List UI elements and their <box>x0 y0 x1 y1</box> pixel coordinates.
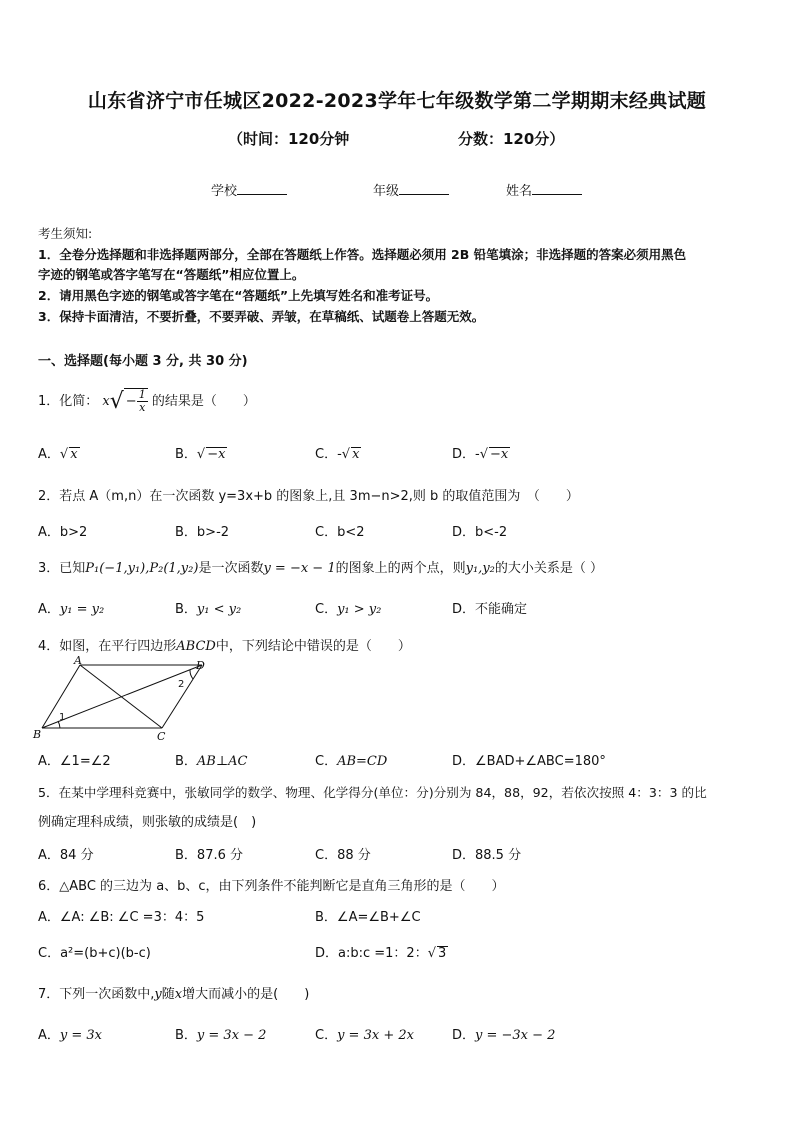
q1-fraction <box>137 389 148 414</box>
q1-b-radicand: −x <box>207 447 226 462</box>
q3-p3: 的图象上的两个点，则 <box>335 561 466 576</box>
q3-points: P₁(−1,y₁),P₂(1,y₂) <box>85 561 199 576</box>
parallelogram-figure <box>30 655 215 745</box>
exam-score: 分数：120分） <box>458 130 565 148</box>
q7-a-math: y = 3x <box>59 1028 103 1043</box>
q4-p1: 4．如图，在平行四边形 <box>38 639 177 654</box>
q3-option-b <box>175 598 241 617</box>
notice-item-3: 3．保持卡面清洁，不要折叠，不要弄破、弄皱，在草稿纸、试题卷上答题无效。 <box>38 309 485 324</box>
q1-radical: √ <box>109 389 124 414</box>
q3-option-d: D．不能确定 <box>452 602 528 617</box>
q6-option-b: B．∠A=∠B+∠C <box>315 910 421 925</box>
q7-c-label: C． <box>315 1028 338 1043</box>
q3-option-c <box>315 598 381 617</box>
q4-c-math: AB=CD <box>337 754 388 769</box>
school-blank <box>237 182 287 195</box>
q4-b-label: B． <box>175 754 197 769</box>
vertex-c-label: C <box>157 730 166 743</box>
q5-option-a: A．84 分 <box>38 848 94 863</box>
q7-c-math: y = 3x + 2x <box>337 1028 414 1043</box>
question-1 <box>38 388 256 414</box>
vertex-b-label: B <box>33 728 42 741</box>
q1-sqrt-body <box>124 388 148 414</box>
notice-item-1-cont: 字迹的钢笔或答字笔写在“答题纸”相应位置上。 <box>38 267 305 282</box>
q1-minus: − <box>125 394 137 409</box>
q4-c-label: C． <box>315 754 338 769</box>
q6-d-radical: √ <box>427 946 436 961</box>
q3-p1: 3．已知 <box>38 561 86 576</box>
section-heading: 一、选择题(每小题 3 分, 共 30 分) <box>38 354 248 369</box>
q7-d-label: D． <box>452 1028 476 1043</box>
q1-option-b <box>175 443 227 462</box>
school-label: 学校 <box>211 184 238 199</box>
q5-option-b: B．87.6 分 <box>175 848 243 863</box>
question-3 <box>38 557 603 576</box>
q1-x: x <box>102 394 110 409</box>
q4-option-c <box>315 750 387 769</box>
q3-c-math: y₁ > y₂ <box>337 602 382 617</box>
q3-p4: 的大小关系是（ ） <box>494 561 604 576</box>
q2-option-d: D．b<-2 <box>452 525 508 540</box>
q7-option-a <box>38 1024 102 1043</box>
q3-b-math: y₁ < y₂ <box>196 602 242 617</box>
q3-a-label: A． <box>38 602 60 617</box>
q7-y: y <box>154 987 162 1002</box>
q1-b-radical: √ <box>196 447 206 462</box>
q6-option-c: C．a²=(b+c)(b-c) <box>38 946 151 961</box>
diagonal-bd <box>42 665 202 728</box>
question-4 <box>38 635 411 654</box>
name-label: 姓名 <box>506 184 533 199</box>
q3-b-label: B． <box>175 602 197 617</box>
question-2: 2．若点 A（m,n）在一次函数 y=3x+b 的图象上,且 3m−n>2,则 b 的取值范围为 （ ） <box>38 489 579 504</box>
q7-b-math: y = 3x − 2 <box>196 1028 267 1043</box>
q1-frac-den: x <box>139 401 146 414</box>
q1-frac-num: 1 <box>138 388 146 401</box>
q1-c-radicand: x <box>352 447 360 462</box>
exam-time: （时间：120分钟 <box>228 130 350 148</box>
name-field <box>506 180 582 199</box>
q4-option-a: A．∠1=∠2 <box>38 754 111 769</box>
grade-label: 年级 <box>373 184 400 199</box>
q7-option-d <box>452 1024 555 1043</box>
q1-prefix: 1．化简： <box>38 394 99 409</box>
q2-option-b: B．b>-2 <box>175 525 230 540</box>
vertex-a-label: A <box>74 655 82 667</box>
q3-function: y = −x − 1 <box>263 561 336 576</box>
question-6: 6．△ABC 的三边为 a、b、c，由下列条件不能判断它是直角三角形的是（ ） <box>38 879 505 894</box>
page-title: 山东省济宁市任城区2022-2023学年七年级数学第二学期期末经典试题 <box>87 90 707 112</box>
q1-suffix: 的结果是（ ） <box>151 394 256 409</box>
q2-option-a: A．b>2 <box>38 525 88 540</box>
q1-c-label: C．- <box>315 447 342 462</box>
grade-blank <box>399 182 449 195</box>
q1-b-label: B． <box>175 447 197 462</box>
q7-d-math: y = −3x − 2 <box>475 1028 556 1043</box>
school-field <box>211 180 287 199</box>
q3-option-a <box>38 598 104 617</box>
q7-p3: 增大而减小的是( ) <box>182 987 310 1002</box>
notice-item-1: 1．全卷分选择题和非选择题两部分，全部在答题纸上作答。选择题必须用 2B 铅笔填涂；非选择题的答案必须用黑色 <box>38 247 687 262</box>
notice-heading: 考生须知: <box>38 226 93 241</box>
angle-2-label: 2 <box>178 679 185 690</box>
q1-d-radicand: −x <box>490 447 509 462</box>
q3-vars: y₁,y₂ <box>465 561 495 576</box>
q4-option-d: D．∠BAD+∠ABC=180° <box>452 754 606 769</box>
q7-b-label: B． <box>175 1028 197 1043</box>
q2-option-c: C．b<2 <box>315 525 365 540</box>
edge-dc <box>162 665 202 728</box>
q3-p2: 是一次函数 <box>198 561 264 576</box>
q1-option-c <box>315 443 361 462</box>
q7-a-label: A． <box>38 1028 60 1043</box>
q7-p1: 7．下列一次函数中, <box>38 987 155 1002</box>
angle-1-label: 1 <box>59 712 66 723</box>
q1-d-label: D．- <box>452 447 480 462</box>
q1-d-radical: √ <box>479 447 488 462</box>
q7-option-b <box>175 1024 266 1043</box>
q7-p2: 随 <box>161 987 175 1002</box>
q4-b-math: AB⊥AC <box>196 754 248 769</box>
q4-abcd: ABCD <box>176 639 216 654</box>
q6-option-d <box>315 942 448 961</box>
q1-a-radical: √ <box>59 447 69 462</box>
q1-a-radicand: x <box>70 447 78 462</box>
q5-option-d: D．88.5 分 <box>452 848 522 863</box>
q1-c-radical: √ <box>341 447 351 462</box>
q6-d-radicand: 3 <box>438 946 447 961</box>
vertex-d-label: D <box>196 659 205 672</box>
question-5-line-1: 5．在某中学理科竞赛中，张敏同学的数学、物理、化学得分(单位：分)分别为 84，88，92，若依次按照 4：3：3 的比 <box>38 785 707 800</box>
q1-option-a <box>38 443 80 462</box>
q3-a-math: y₁ = y₂ <box>59 602 105 617</box>
question-7 <box>38 983 309 1002</box>
q6-option-a: A．∠A: ∠B: ∠C =3：4：5 <box>38 910 205 925</box>
q1-option-d <box>452 443 510 462</box>
q5-option-c: C．88 分 <box>315 848 371 863</box>
name-blank <box>532 182 582 195</box>
grade-field <box>373 180 449 199</box>
q4-option-b <box>175 750 247 769</box>
q3-c-label: C． <box>315 602 338 617</box>
q7-option-c <box>315 1024 414 1043</box>
q7-x: x <box>174 987 183 1002</box>
q4-p2: 中，下列结论中错误的是（ ） <box>215 639 411 654</box>
q6-d-label: D．a:b:c =1：2： <box>315 946 428 961</box>
q1-a-label: A． <box>38 447 60 462</box>
question-5-line-2: 例确定理科成绩，则张敏的成绩是( ) <box>38 815 257 830</box>
notice-item-2: 2．请用黑色字迹的钢笔或答字笔在“答题纸”上先填写姓名和准考证号。 <box>38 288 439 303</box>
angle-2-arc <box>190 670 193 679</box>
